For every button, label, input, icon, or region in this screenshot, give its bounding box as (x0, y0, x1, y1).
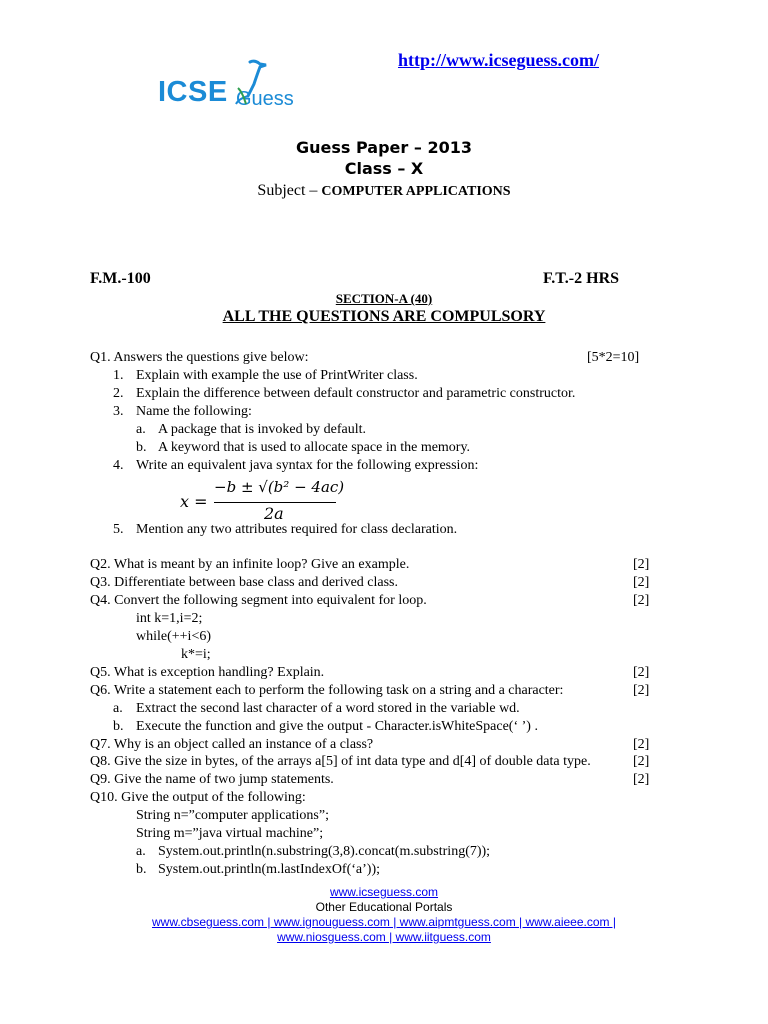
question-9-marks: [2] (633, 772, 650, 787)
q1-item-3a-num: a. (136, 422, 146, 437)
question-1-marks: [5*2=10] (587, 350, 640, 365)
quadratic-formula (180, 478, 350, 524)
logo-brand: ICSE (158, 76, 228, 108)
question-1: Q1. Answers the questions give below: (90, 350, 309, 365)
full-time: F.T.-2 HRS (543, 270, 620, 287)
q1-item-4: Write an equivalent java syntax for the following expression: (136, 458, 479, 473)
footer-site (0, 885, 768, 900)
q4-code-line-3: k*=i; (181, 647, 211, 662)
heron-bird-icon (230, 58, 270, 106)
question-7: Q7. Why is an object called an instance of a class? (90, 737, 374, 752)
q1-item-5-num: 5. (113, 522, 124, 537)
footer-links-row-1 (0, 915, 768, 930)
q1-item-5: Mention any two attributes required for class declaration. (136, 522, 458, 537)
footer-portal-links-1[interactable]: www.cbseguess.com | www.ignouguess.com | www.aipmtguess.com | www.aieee.com | (152, 915, 616, 929)
fraction-bar (214, 502, 336, 503)
footer-links-row-2 (0, 930, 768, 945)
q1-item-3-num: 3. (113, 404, 124, 419)
q1-item-3a: A package that is invoked by default. (158, 422, 366, 437)
icseguess-logo (158, 58, 318, 116)
question-10: Q10. Give the output of the following: (90, 790, 306, 805)
logo-suffix: Guess (236, 88, 294, 110)
question-2-marks: [2] (633, 557, 650, 572)
q4-code-line-1: int k=1,i=2; (136, 611, 203, 626)
subject-line (0, 182, 768, 200)
q4-code-line-2: while(++i<6) (136, 629, 212, 644)
instruction-heading: ALL THE QUESTIONS ARE COMPULSORY (222, 308, 546, 325)
footer-portal-links-2[interactable]: www.niosguess.com | www.iitguess.com (277, 930, 491, 944)
q1-item-1-num: 1. (113, 368, 124, 383)
q10-code-line-2: String m=”java virtual machine”; (136, 826, 324, 841)
q6-item-b: Execute the function and give the output - Character.isWhiteSpace(‘ ’) . (136, 719, 538, 734)
q6-item-a-num: a. (113, 701, 123, 716)
question-6-marks: [2] (633, 683, 650, 698)
q1-item-2: Explain the difference between default constructor and parametric constructor. (136, 386, 576, 401)
q6-item-a: Extract the second last character of a word stored in the variable wd. (136, 701, 520, 716)
question-5: Q5. What is exception handling? Explain. (90, 665, 325, 680)
question-6: Q6. Write a statement each to perform the following task on a string and a character: (90, 683, 564, 698)
q1-item-3b: A keyword that is used to allocate space in the memory. (158, 440, 471, 455)
paper-title: Guess Paper – 2013 (296, 138, 472, 157)
q6-item-b-num: b. (113, 719, 124, 734)
q1-item-1: Explain with example the use of PrintWriter class. (136, 368, 418, 383)
formula-lhs: x = (180, 492, 208, 511)
question-4-marks: [2] (633, 593, 650, 608)
footer-site-link[interactable]: www.icseguess.com (329, 885, 439, 899)
q10-item-b-num: b. (136, 862, 147, 877)
full-marks: F.M.-100 (90, 270, 151, 287)
class-title: Class – X (344, 159, 424, 178)
q10-item-b: System.out.println(m.lastIndexOf(‘a’)); (158, 862, 381, 877)
q1-item-2-num: 2. (113, 386, 124, 401)
formula-numerator: −b ± √(b² − 4ac) (214, 478, 345, 496)
question-4: Q4. Convert the following segment into equivalent for loop. (90, 593, 427, 608)
question-8-marks: [2] (633, 754, 650, 769)
site-url-link[interactable]: http://www.icseguess.com/ (398, 50, 599, 70)
q10-item-a: System.out.println(n.substring(3,8).concat(m.substring(7)); (158, 844, 491, 859)
formula-denominator: 2a (264, 504, 284, 523)
q1-item-3: Name the following: (136, 404, 252, 419)
section-heading: SECTION-A (40) (335, 291, 433, 306)
q1-item-3b-num: b. (136, 440, 147, 455)
question-5-marks: [2] (633, 665, 650, 680)
question-3: Q3. Differentiate between base class and derived class. (90, 575, 399, 590)
q1-item-4-num: 4. (113, 458, 124, 473)
question-8: Q8. Give the size in bytes, of the arrays a[5] of int data type and d[4] of double data type. (90, 754, 591, 769)
subject-prefix: Subject – (257, 182, 322, 199)
question-9: Q9. Give the name of two jump statements. (90, 772, 334, 787)
question-7-marks: [2] (633, 737, 650, 752)
footer-portals-label: Other Educational Portals (315, 900, 453, 914)
q10-item-a-num: a. (136, 844, 146, 859)
subject-name: COMPUTER APPLICATIONS (321, 184, 511, 199)
question-2: Q2. What is meant by an infinite loop? Give an example. (90, 557, 410, 572)
question-3-marks: [2] (633, 575, 650, 590)
q10-code-line-1: String n=”computer applications”; (136, 808, 329, 823)
